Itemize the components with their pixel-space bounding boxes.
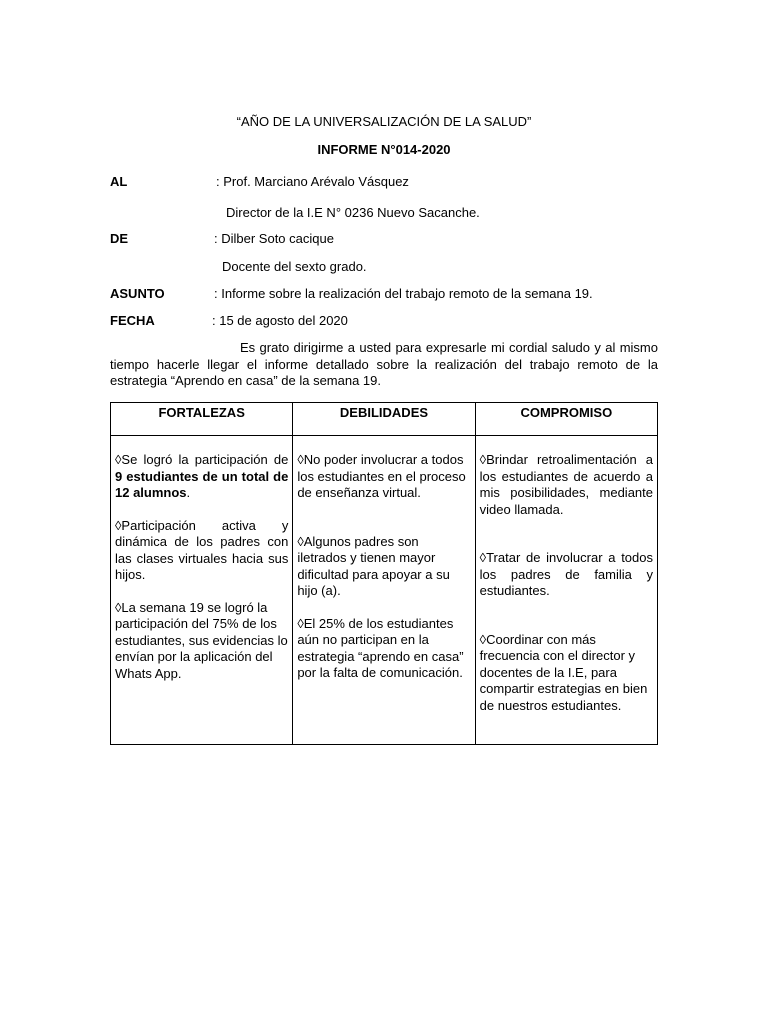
debilidades-cell [293, 436, 475, 745]
fecha-label: FECHA [110, 313, 155, 328]
al-value: : Prof. Marciano Arévalo Vásquez [216, 174, 409, 189]
fortaleza-item-2: ◊Participación activa y dinámica de los padres con las clases virtuales hacia sus hijos. [115, 517, 289, 582]
table-header-row [111, 403, 658, 436]
debilidad-item-1: ◊No poder involucrar a todos los estudiantes en el proceso de enseñanza virtual. [297, 452, 466, 500]
compromiso-item-3: ◊Coordinar con más frecuencia con el director y docentes de la I.E, para compartir estrategias en bien de nuestros estudiantes. [479, 631, 648, 713]
report-title: INFORME N°014-2020 [317, 142, 451, 157]
debilidad-item-2: ◊Algunos padres son iletrados y tienen mayor dificultad para apoyar a su hijo (a). [297, 533, 450, 598]
header-compromiso: COMPROMISO [475, 403, 657, 436]
asunto-value: : Informe sobre la realización del trabajo remoto de la semana 19. [214, 286, 593, 301]
de-label: DE [110, 231, 129, 246]
header-fortalezas: FORTALEZAS [111, 403, 293, 436]
compromiso-item-2: ◊Tratar de involucrar a todos los padres de familia y estudiantes. [479, 550, 653, 598]
al-label: AL [110, 174, 128, 189]
fecha-value: : 15 de agosto del 2020 [212, 313, 348, 328]
intro-paragraph-text: Es grato dirigirme a usted para expresarle mi cordial saludo y al mismo tiempo hacerle llegar el informe detallado sobre la realización del trabajo remoto de la estrategia “Aprendo en casa” de la semana 19. [110, 340, 658, 388]
fortaleza-item-3: ◊La semana 19 se logró la participación del 75% de los estudiantes, sus evidencias lo envían por la aplicación del Whats App. [115, 599, 288, 681]
fortaleza-item-1: ◊Se logró la participación de 9 estudiantes de un total de 12 alumnos. [115, 452, 289, 500]
year-title: “AÑO DE LA UNIVERSALIZACIÓN DE LA SALUD” [236, 114, 532, 129]
table-row [111, 436, 658, 745]
asunto-label: ASUNTO [110, 286, 165, 301]
al-role: Director de la I.E N° 0236 Nuevo Sacanche. [226, 205, 480, 220]
header-debilidades: DEBILIDADES [293, 403, 475, 436]
de-value: : Dilber Soto cacique [214, 231, 334, 246]
compromiso-item-1: ◊Brindar retroalimentación a los estudiantes de acuerdo a mis posibilidades, mediante video llamada. [479, 452, 653, 517]
compromiso-cell [475, 436, 657, 745]
intro-paragraph [110, 340, 658, 390]
de-role: Docente del sexto grado. [222, 259, 367, 274]
fortalezas-cell [111, 436, 293, 745]
report-table [110, 402, 658, 745]
debilidad-item-3: ◊El 25% de los estudiantes aún no participan en la estrategia “aprendo en casa” por la falta de comunicación. [297, 615, 464, 680]
